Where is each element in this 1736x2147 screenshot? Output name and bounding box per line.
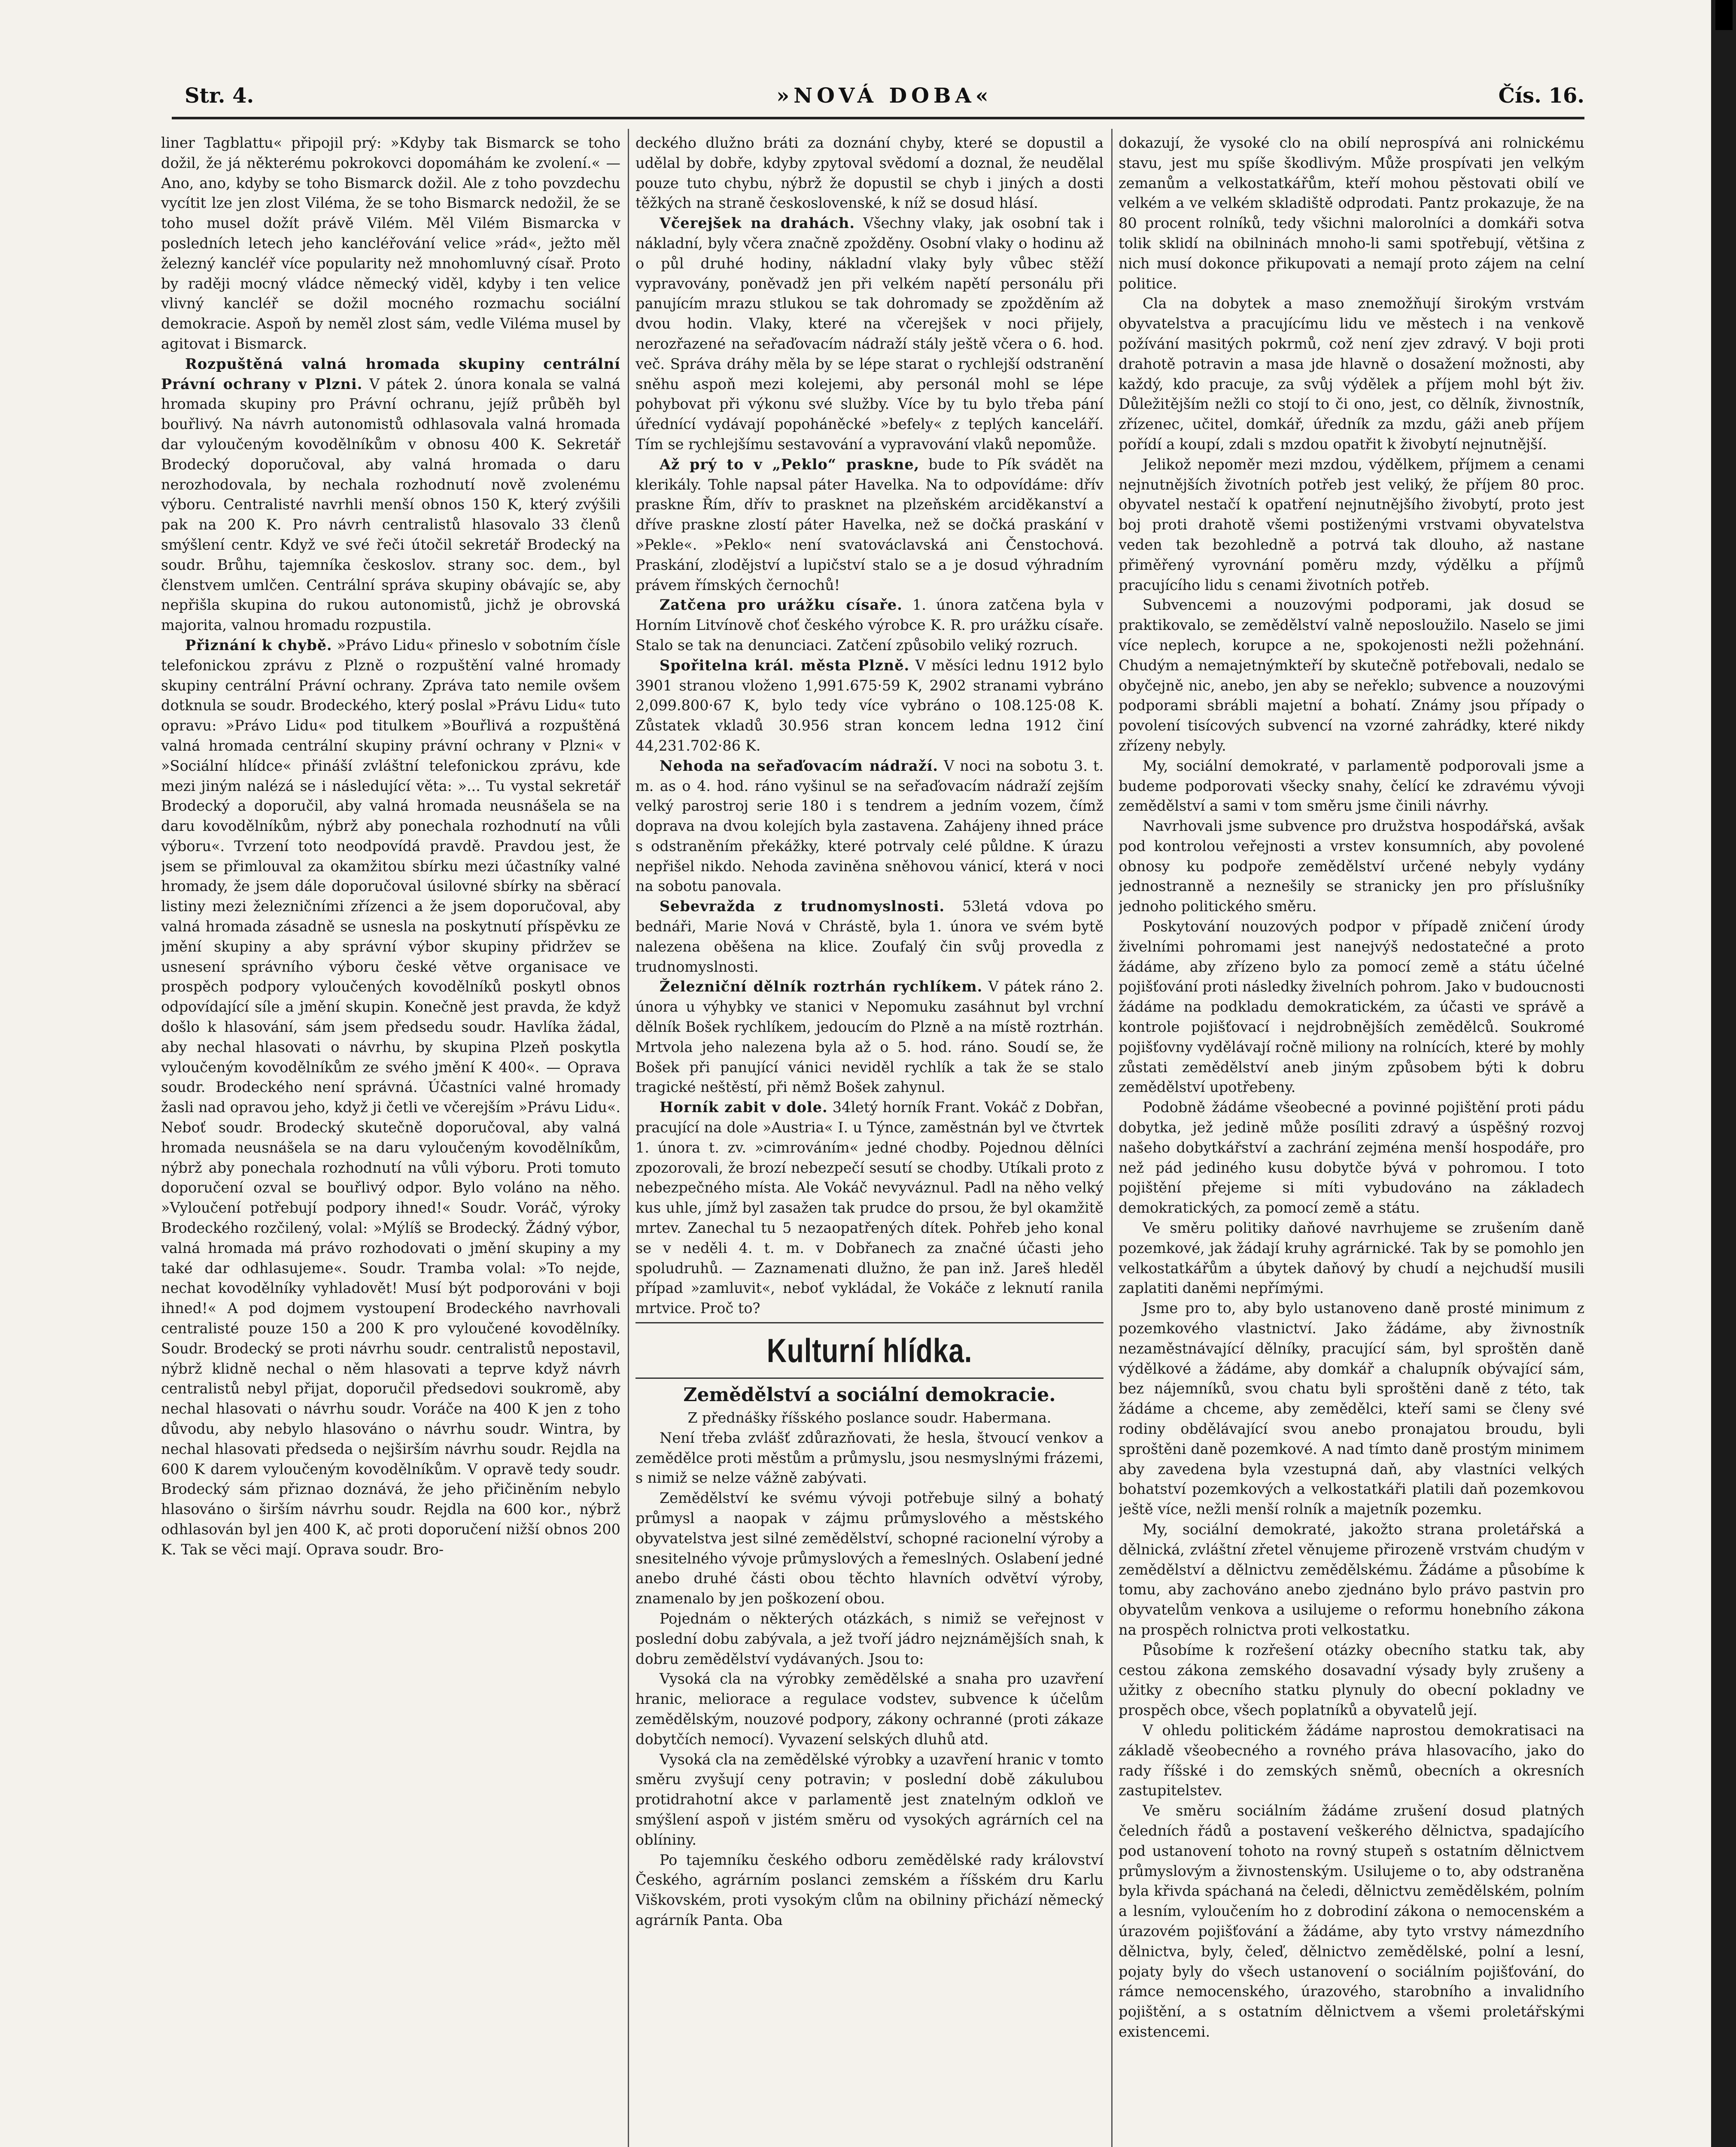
article-heading: Včerejšek na drahách.: [660, 215, 855, 232]
page-number: Str. 4.: [185, 84, 254, 108]
column-1: [161, 133, 620, 2147]
article-text: 53letá vdova po bednáři, Marie Nová v Chrástě, byla 1. února ve svém bytě nalezena oběšena na klice. Zoufalý čin svůj provedla z trudnomyslnosti.: [635, 898, 1104, 975]
article-text: V měsíci lednu 1912 bylo 3901 stranou vloženo 1,991.675·59 K, 2902 stranami vybráno 2,099.800·67 K, bylo tedy více vybráno o 108.125·08 K. Zůstatek vkladů 30.956 stran koncem ledna 1912 činí 44,231.702·86 K.: [635, 657, 1104, 754]
article-text: Pojednám o některých otázkách, s nimiž se veřejnost v poslední dobu zabývala, a jež tvoří jádro nejznámějších snah, k dobru zemědělství vydávaných. Jsou to:: [635, 1610, 1104, 1667]
article-text: Poskytování nouzových podpor v případě zničení úrody živelními pohromami jest nanejvýš nedostatečné a proto žádáme, aby zřízeno bylo za pomocí země a státu účelné pojišťování proti následky živelních pohrom. Jako v budoucnosti žádáme na podkladu demokratickém, za účasti ve správě a kontrole pojišťovací i nejdrobnějších zemědělců. Soukromé pojišťovny vydělávají ročně miliony na rolnících, které by mohly zůstati zemědělství aneb jiným způsobem býti k dobru zemědělství upotřebeny.: [1119, 918, 1584, 1096]
section-rule: [635, 1378, 1104, 1379]
article-text: dokazují, že vysoké clo na obilí neprospívá ani rolnickému stavu, jest mu spíše škodlivým. Může prospívati jen velkým zemanům a velkostatkářům, kteří mohou pěstovati obilí ve velkém a ve velkém skladiště odprodati. Pantz prokazuje, že na 80 procent rolníků, tedy všichni malorolníci a domkáři sotva tolik sklidí na obilninách mnoho-li sami spotřebují, většina z nich musí dokonce přikupovati a nemají proto zájem na celní politice.: [1119, 134, 1584, 292]
article-text: V pátek 2. února konala se valná hromada skupiny pro Právní ochranu, jejíž průběh byl bouřlivý. Na návrh autonomistů odhlasovala valná hromada dar vyloučeným kovodělníkům v obnosu 400 K. Sekretář Brodecký doporučoval, aby valná hromada o daru nerozhodovala, by nechala rozhodnutí nově zvolenému výboru. Centralisté navrhli menší obnos 150 K, který zvýšili pak na 200 K. Pro návrh centralistů hlasovalo 33 členů smýšlení centr. Když ve své řeči útočil sekretář Brodecký na soudr. Brůhu, tajemníka českoslov. strany soc. dem., byl členstvem umlčen. Centrální správa skupiny obávajíc se, aby nepřišla skupina do rukou autonomistů, jichž je obrovská majorita, valnou hromadu rozpustila.: [161, 375, 620, 634]
article-text: V pátek ráno 2. února u výhybky ve stanici v Nepomuku zasáhnut byl vrchní dělník Bošek rychlíkem, jedoucím do Plzně a na místě roztrhán. Mrtvola jeho nalezena byla až o 5. hod. ráno. Soudí se, že Bošek při panující vánici neviděl rychlík a tak že se stalo tragické neštěstí, při němž Bošek zahynul.: [635, 978, 1104, 1096]
column-divider: [628, 129, 629, 2147]
article-paragraph: [161, 636, 620, 1560]
article-text: Ve směru politiky daňové navrhujeme se zrušením daně pozemkové, jak žádají kruhy agrárnické. Tak by se pomohlo jen velkostatkářům a úbytek daňový by chudí a nejchudší musili zaplatiti daněmi nepřímými.: [1119, 1219, 1584, 1297]
article-text: My, sociální demokraté, v parlamentě podporovali jsme a budeme podporovati všecky snahy, čelící ke zdravému vývoji zemědělství a sami v tom směru jsme činili návrhy.: [1119, 757, 1584, 815]
column-3: [1119, 133, 1584, 2147]
issue-number: Čís. 16.: [1498, 84, 1584, 108]
article-paragraph: [161, 354, 620, 636]
article-heading: Až prý to v „Peklo“ praskne,: [660, 456, 920, 473]
section-rule: [635, 1322, 1104, 1323]
article-text: Jelikož nepoměr mezi mzdou, výdělkem, příjmem a cenami nejnutnějších životních potřeb jest veliký, že příjem 80 proc. obyvatel nestačí k opatření nejnutnějšího živobytí, proto jest boj proti drahotě všemi postiženými vrstvami obyvatelstva veden tak bezohledně a potrvá tak dlouho, až nastane přiměřený vyrovnání poměru mzdy, výdělku a příjmů pracujícího lidu s cenami životních potřeb.: [1119, 456, 1584, 593]
article-text: Ve směru sociálním žádáme zrušení dosud platných čeledních řádů a postavení veškerého dělnictva, spadajícího pod ustanovení tohoto na rovný stupeň s ostatním dělnictvem průmyslovým a živnostenským. Usilujeme o to, aby odstraněna byla křivda spáchaná na čeledi, dělnictvu zemědělském, polním a lesním, vyloučením ho z dobrodiní zákona o nemocenském a úrazovém pojišťování a žádáme, aby tyto vrstvy námezdního dělnictva, byly, čeleď, dělnictvo zemědělské, polní a lesní, pojaty byly do všech ustanovení o sociálním pojišťování, do rámce nemocenského, úrazového, starobního a invalidního pojištění, a s ostatním dělnictvem a všemi proletářskými existencemi.: [1119, 1802, 1584, 2040]
article-text: Zemědělství ke svému vývoji potřebuje silný a bohatý průmysl a naopak v zájmu průmyslového a městského obyvatelstva jest silné zemědělství, schopné racionelní výroby a snesitelného vývoje průmyslových a řemeslných. Oslabení jedné anebo druhé části obou těchto hlavních odvětví výroby, znamenalo by jen poškození obou.: [635, 1490, 1104, 1607]
article-text: 1. února zatčena byla v Horním Litvínově choť českého výrobce K. R. pro urážku císaře. Stalo se tak na denunciaci. Zatčení způsobilo veliký rozruch.: [635, 596, 1104, 654]
article-text: V ohledu politickém žádáme naprostou demokratisaci na základě všeobecného a rovného práva hlasovacího, jako do rady říšské i do zemských sněmů, obecních a okresních zastupitelstev.: [1119, 1721, 1584, 1799]
article-text: 34letý horník Frant. Vokáč z Dobřan, pracující na dole »Austria« I. u Týnce, zaměstnán byl ve čtvrtek 1. února t. zv. »cimrováním« jedné chodby. Pojednou dělníci zpozorovali, že brozí nebezpečí sesutí se chodby. Utíkali proto z nebezpečného místa. Ale Vokáč nevyváznul. Padl na něho velký kus uhle, jímž byl zasažen tak prudce do prsou, že byl okamžitě mrtev. Zanechal tu 5 nezaopatřených dítek. Pohřeb jeho konal se v neděli 4. t. m. v Dobřanech za značné účasti jeho spoludruhů. — Zaznamenati dlužno, že pan inž. Jareš hleděl případ »zamluvit«, neboť vykládal, že Vokáče z leknutí ranila mrtvice. Proč to?: [635, 1099, 1104, 1317]
article-text: Všechny vlaky, jak osobní tak i nákladní, byly včera značně zpožděny. Osobní vlaky o hodinu až o půl druhé hodiny, nákladní vlaky byly vůbec stěží vypravovány, poněvadž jen při velkém napětí personálu při panujícím mrazu stlukou se tak dohromady se zpožděním až dvou hodin. Vlaky, které na včerejšek v noci přijely, nerozřazené na seřaďovacím nádraží stály ještě včera o 6. hod. več. Správa dráhy měla by se lépe starat o rychlejší odstranění sněhu aspoň mezi kolejemi, aby personál mohl se lépe pohybovat při výkonu své služby. Více by tu bylo třeba pání úřednící vydávají popoháněcké »befely« z teplých kanceláří. Tím se rychlejšímu sestavování a vypravování vlaků nepomůže.: [635, 215, 1104, 453]
article-byline: Z přednášky říšského poslance soudr. Habermana.: [687, 1409, 1052, 1426]
article-paragraph: [635, 213, 1104, 455]
article-text: Není třeba zvlášť zdůrazňovati, že hesla, štvoucí venkov a zemědělce proti městům a průmyslu, jsou nesmyslnými frázemi, s nimiž se nelze vážně zabývati.: [635, 1429, 1104, 1487]
article-paragraph: [635, 977, 1104, 1098]
article-heading: Zatčena pro urážku císaře.: [660, 596, 903, 614]
article-text: Po tajemníku českého odboru zemědělské rady království Českého, agrárním poslanci zemském a říšském dru Karlu Viškovském, proti vysokým clům na obilniny přichází německý agrárník Panta. Oba: [635, 1851, 1104, 1928]
article-paragraph: [635, 756, 1104, 897]
article-heading: Spořitelna král. města Plzně.: [660, 657, 910, 674]
article-text: My, sociální demokraté, jakožto strana proletářská a dělnická, zvláštní zřetel věnujeme přirozeně vrstvám chudým v zemědělství a dělnictvu zemědělskému. Žádáme a působíme k tomu, aby zachováno anebo zjednáno bylo právo pastvin pro obyvatelům venkova a usilujeme o reformu honebního zákona na prospěch rolnictva proti velkostatku.: [1119, 1521, 1584, 1638]
article-heading: Železniční dělník roztrhán rychlíkem.: [660, 978, 983, 995]
page-header: [185, 84, 1584, 114]
header-rule: [172, 117, 1584, 119]
article-text: »Právo Lidu« přineslo v sobotním čísle telefonickou zprávu z Plzně o rozpuštění valné hromady skupiny centrální Právní ochrany. Zpráva tato nemile ovšem dotknula se soudr. Brodeckého, který poslal »Právu Lidu« tuto opravu: »Právo Lidu« pod titulkem »Bouřlivá a rozpuštěná valná hromada centrální skupiny právní ochrany v Plzni« v »Sociální hlídce« přináší zvláštní telefonickou zprávu, kde mezi jiným nalézá se i následující věta: »... Tu vystal sekretář Brodecký a doporučil, aby valná hromada neusnášela se na daru kovodělníkům, nýbrž aby ponechala rozhodnutí na vůli výboru«. Tvrzení toto neodpovídá pravdě. Pravdou jest, že jsem se přimlouval za okamžitou sbírku mezi účastníky valné hromady, že jsem dále doporučoval úsilovné sbírky na sběrací listiny mezi železničními zřízenci a že jsem doporučoval, aby valná hromada zásadně se usnesla na poskytnutí příspěvku ze jmění skupiny a aby správní výbor skupiny přidržev se usnesení správního výboru české větve organisace ve prospěch podpory vyloučených kovodělníků poskytl obnos odpovídající síle a jmění skupin. Konečně jest pravda, že když došlo k hlasování, sám jsem předsedu soudr. Havlíka žádal, aby nechal hlasovati o návrhu, by skupina Plzeň poskytla vyloučeným kovodělníkům ze svého jmění K 400«. — Oprava soudr. Brodeckého není správná. Účastníci valné hromady žasli nad opravou jeho, když ji četli ve včerejším »Právu Lidu«. Neboť soudr. Brodecký skutečně doporučoval, aby valná hromada neusnášela se na daru vyloučeným kovodělníkům, nýbrž aby ponechala rozhodnutí na vůli výboru. Proti tomuto doporučení ozval se bouřlivý odpor. Bylo voláno na něho. »Vyloučení potřebují podpory ihned!« Soudr. Voráč, výroky Brodeckého rozčilený, volal: »Mýlíš se Brodecký. Žádný výbor, valná hromada má právo rozhodovati o jmění skupiny a my také dar odhlasujeme«. Soudr. Tramba volal: »To nejde, nechat kovodělníky vyhladovět! Musí být podporováni v boji ihned!« A pod dojmem vystoupení Brodeckého navrhovali centralisté pouze 150 a 200 K pro vyloučené kovodělníky. Soudr. Brodecký se proti návrhu soudr. centralistů nepostavil, nýbrž klidně nechal o něm hlasovati a teprve když návrh centralistů nebyl přijat, doporučil předsedovi soukromě, aby nechal hlasovati o návrhu soudr. Voráče na 400 K jen z toho důvodu, aby nebylo hlasováno o návrhu soudr. Wintra, by nechal hlasovati předseda o nejširším návrhu soudr. Rejdla na 600 K darem vyloučeným kovodělníkům. V opravě tedy soudr. Brodecký sám přiznao doznává, že jeho přičiněním nebylo hlasováno o širším návrhu soudr. Rejdla na 600 kor., nýbrž odhlasován byl jen 400 K, ač proti doporučení nižší obnos 200 K. Tak se věci mají. Oprava soudr. Bro-: [161, 636, 620, 1558]
article-text: Cla na dobytek a maso znemožňují širokým vrstvám obyvatelstva a pracujícímu lidu ve městech i na venkově požívání masitých pokrmů, což není zjev zdravý. V boji proti drahotě potravin a masa jde hlavně o dosažení možnosti, aby každý, kdo pracuje, za svůj výdělek a příjem mohl být živ. Důležitějším nežli co stojí to či ono, jest, co dělník, živnostník, zřízenec, učitel, domkář, úředník za mzdu, gáži aneb příjem pořídí a koupí, zdali s mzdou opatřit k živobytí nejnutnější.: [1119, 295, 1584, 453]
article-text: Podobně žádáme všeobecné a povinné pojištění proti pádu dobytka, jež jedině může posíliti zdravý a úspěšný rozvoj našeho dobytkářství a zachrání zejména menší hospodáře, pro než pád jediného kusu dobytče bývá v pohromou. I toto pojištění přejeme si míti vybudováno na základech demokratických, za pomocí země a státu.: [1119, 1099, 1584, 1216]
article-paragraph: [635, 656, 1104, 756]
article-text: Vysoká cla na výrobky zemědělské a snaha pro uzavření hranic, meliorace a regulace vodstev, subvence k účelům zemědělským, nouzové podpory, zákony ochranné (proti zákaze dobytčích nemocí). Vyvazení selských dluhů atd.: [635, 1670, 1104, 1748]
column-divider: [1111, 129, 1113, 2147]
article-heading: Nehoda na seřaďovacím nádraží.: [660, 757, 939, 774]
article-text: deckého dlužno bráti za doznání chyby, které se dopustil a udělal by dobře, kdyby zpytoval svědomí a doznal, že neudělal pouze tuto chybu, nýbrž že dopustil se chyb i jiných a dosti těžkých na straně československé, k níž se dosud hlásí.: [635, 134, 1104, 212]
article-text: Vysoká cla na zemědělské výrobky a uzavření hranic v tomto směru zvyšují ceny potravin; v poslední době zákulubou protidrahotní akce v parlamentě jest znatelným odkloň ve smýšlení aspoň v jistém směru od vysokých agrárních cel na oblíniny.: [635, 1751, 1104, 1848]
article-text: Navrhovali jsme subvence pro družstva hospodářská, avšak pod kontrolou veřejnosti a vrstev konsumních, aby povolené obnosy ku podpoře zemědělství určené nebyly vydány jednostranně a neznešily se stranicky jen pro příslušníky jednoho politického směru.: [1119, 818, 1584, 915]
article-text: bude to Pík svádět na klerikály. Tohle napsal páter Havelka. Na to odpovídáme: dřív praskne Řím, dřív to prasknet na plzeňském arciděkanství a dříve praskne zlostí páter Havelka, než se dočká praskání v »Pekle«. »Peklo« není svatováclavská ani Čenstochová. Praskání, zlodějství a lupičství stalo se a je dosud výhradním právem římských černochů!: [635, 456, 1104, 593]
article-heading: Sebevražda z trudnomyslnosti.: [660, 898, 945, 915]
column-2: [635, 133, 1104, 2147]
article-text: Jsme pro to, aby bylo ustanoveno daně prosté minimum z pozemkového vlastnictví. Jako žádáme, aby živnostník nezaměstnávající dělníky, pracující sám, byl sproštěn daně výdělkové a žádáme, aby domkář a chalupník obývající sám, bez nájemníků, svou chatu byli sproštěni daně z této, tak žádáme a chceme, aby zemědělci, kteří sami se členy své rodiny obdělávající svou anebo pronajatou broudu, byli sproštěni daně pozemkové. A nad tímto daně prostým minimem aby zavedena byla vzestupná daň, aby vlastníci velkých bohatství pozemkových a velkostatkáři platili daň pozemkovou ještě více, nežli menší rolník a majetník pozemku.: [1119, 1300, 1584, 1518]
scan-edge: [1711, 0, 1736, 2147]
scan-mark: [1715, 0, 1733, 30]
article-text: V noci na sobotu 3. t. m. as o 4. hod. ráno vyšinul se na seřaďovacím nádraží zejším velký parostroj serie 180 i s tendrem a jedním vozem, čímž doprava na dvou kolejích byla zastavena. Zahájeny ihned práce s odstraněním překážky, které potrvaly celé půldne. K úrazu nepřišel nikdo. Nehoda zaviněna sněhovou vánicí, která v noci na sobotu panovala.: [635, 757, 1104, 895]
article-paragraph: [635, 595, 1104, 655]
article-title: Zemědělství a sociální demokracie.: [683, 1384, 1056, 1406]
article-heading: Rozpuštěná valná hromada skupiny centrální Právní ochrany v Plzni.: [161, 355, 620, 392]
article-text: Subvencemi a nouzovými podporami, jak dosud se praktikovalo, se zemědělství valně neposloužilo. Naselo se jimi více neplech, korupce a ne, spokojenosti nežli požehnání. Chudým a nemajetnýmkteří by skutečně potřebovali, nedalo se obyčejně nic, anebo, jen aby se neřeklo; subvence a nouzovými podporami sbrábli majetní a bohatí. Známy jsou případy o povolení tisícových subvencí na vzorné zahrádky, které nikdy zřízeny nebyly.: [1119, 596, 1584, 754]
masthead-title: »NOVÁ DOBA«: [776, 84, 993, 108]
article-paragraph: [635, 455, 1104, 596]
article-paragraph: [635, 1098, 1104, 1319]
section-title: Kulturní hlídka.: [766, 1332, 973, 1370]
article-paragraph: [635, 897, 1104, 977]
article-heading: Přiznání k chybě.: [185, 636, 332, 654]
article-text: liner Tagblattu« připojil prý: »Kdyby tak Bismarck se toho dožil, že já některému pokrokovci dopomáhám ke zvolení.« — Ano, ano, kdyby se toho Bismarck dožil. Ale z toho povzdechu vycítit lze jen zlost Viléma, že se toho Bismarck nedožil, že se toho musel dožít právě Vilém. Měl Vilém Bismarcka v posledních letech jeho kancléřování velice »rád«, ježto měl železný kancléř více popularity než mnohomluvný císař. Proto by raději mocný vládce německý viděl, kdyby i ten velice vlivný kancléř se dožil mocného rozmachu sociální demokracie. Aspoň by neměl zlost sám, vedle Viléma musel by agitovat i Bismarck.: [161, 134, 620, 352]
article-text: Působíme k rozřešení otázky obecního statku tak, aby cestou zákona zemského dosavadní výsady byly zrušeny a užitky z obecního statku plynuly do obecní pokladny ve prospěch obce, všech poplatníků a obyvatelů její.: [1119, 1641, 1584, 1719]
article-heading: Horník zabit v dole.: [660, 1099, 828, 1116]
